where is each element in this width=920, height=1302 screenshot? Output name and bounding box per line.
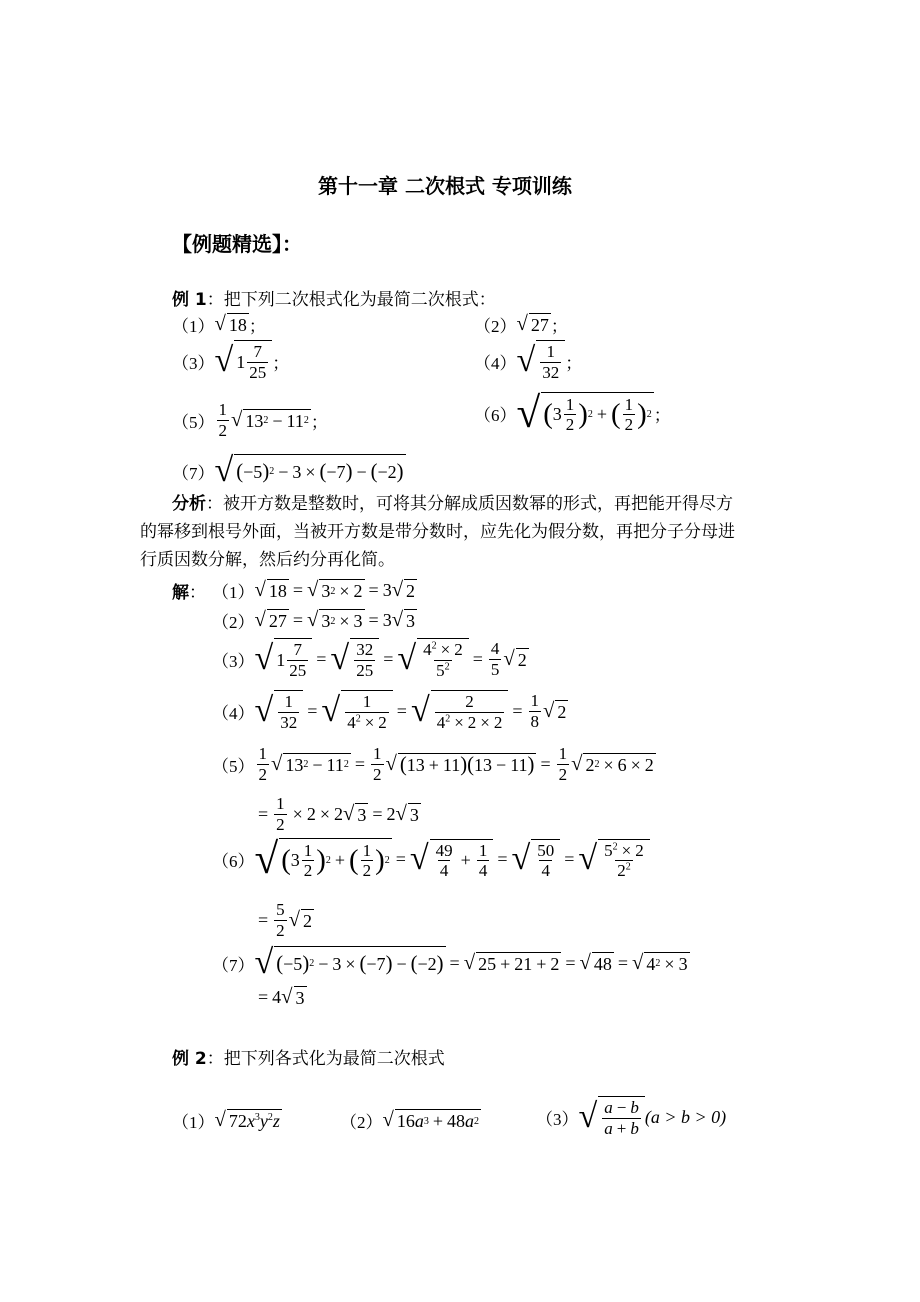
example-1-label: 例 1	[172, 290, 207, 310]
ex1-item-5: （5） $\frac{1}{2}$ √ 13 2 − 11 2 ；	[172, 400, 328, 440]
example-1-prompt: ：把下列二次根式化为最简二次根式：	[206, 290, 496, 309]
solution-2: （2） √ 27 = √ 3 2 × 3 = 3 √ 3	[212, 609, 416, 632]
ex1-item-7: （7） √ ( −5 ) 2 − 3 × ( −7 ) − ( −2 )	[172, 452, 404, 489]
ex2-item-2: （2） √ 16 a 3 + 48 a 2	[340, 1109, 480, 1132]
solution-5: （5） $\frac{1}{2}$ √ 13 2 − 11 2 = $\frac{1}{2}$ √ ( 13 + 11 )( 13 − 11 ) = $\frac{1}{2}$ √ 2 2 × 6 × 2	[212, 744, 654, 784]
example-2-prompt: ：把下列各式化为最简二次根式	[206, 1049, 445, 1068]
ex1-item-2: （2） √ 27 ；	[474, 313, 568, 336]
ex1-item-3: （3） √ 1 $\frac{7}{25}$ ；	[172, 341, 290, 382]
solution-7-cont: = 4 √ 3	[258, 986, 305, 1009]
solution-4: （4） √ $\frac{1}{32}$ = √ $\frac{1}{4^2 \times 2}$ = √ $\frac{2}{4^2 \times 2 \times 2}$ = $\frac{1}{8}$ √ 2	[212, 691, 567, 732]
analysis-paragraph: 分析：被开方数是整数时，可将其分解成质因数幂的形式，再把能开得尽方 的幂移到根号外面，当被开方数是带分数时，应先化为假分数，再把分子分母进 行质因数分解，然后约分再化简。	[140, 494, 735, 569]
section-heading: 【例题精选】：	[172, 232, 302, 256]
example-2-heading	[172, 1044, 445, 1069]
ex2-condition: (a > b > 0)	[644, 1106, 727, 1127]
ex2-item-3: （3） √ $\frac{a - b}{a + b}$ (a > b > 0)	[536, 1097, 727, 1138]
example-1-heading	[172, 285, 496, 310]
ex2-item-1: （1） √ $72x^3y^2z$	[172, 1109, 280, 1132]
solution-5-cont: = $\frac{1}{2}$ × 2 × 2 √ 3 = 2 √ 3	[258, 794, 419, 834]
ex1-item-4: （4） √ $\frac{1}{32}$ ；	[474, 341, 583, 382]
solution-1: 解 ： （1） √ 18 = √ 3 2 × 2 = 3 √ 2	[172, 579, 416, 603]
solution-6: （6） √ ( 3 $\frac{1}{2}$ ) 2 + ( $\frac{1}{2}$ ) 2 = √ $\frac{49}{4}$ + $\frac{1}{4}$ = √ $\frac{50}{4}$ = √ $\frac{5^2 \times 2}{2^2}$	[212, 838, 650, 881]
solution-6-cont: = $\frac{5}{2}$ √ 2	[258, 900, 313, 940]
solution-7: （7） √ ( −5 ) 2 − 3 × ( −7 ) − ( −2 ) = √ 25 + 21 + 2 = √ 48 = √ 4 2 × 3	[212, 944, 688, 981]
page-title: 第十一章 二次根式 专项训练	[318, 174, 572, 198]
ex1-item-6: （6） √ ( 3 $\frac{1}{2}$ ) 2 + ( $\frac{1}{2}$ ) 2 ；	[474, 390, 671, 437]
ex1-item-1: （1） √ 18 ；	[172, 313, 266, 336]
solution-3: （3） √ 1 $\frac{7}{25}$ = √ $\frac{32}{25}$ = √ $\frac{4^2 \times 2}{5^2}$ = $\frac{4}{5}$ √ 2	[212, 639, 527, 680]
example-2-label: 例 2	[172, 1049, 207, 1069]
